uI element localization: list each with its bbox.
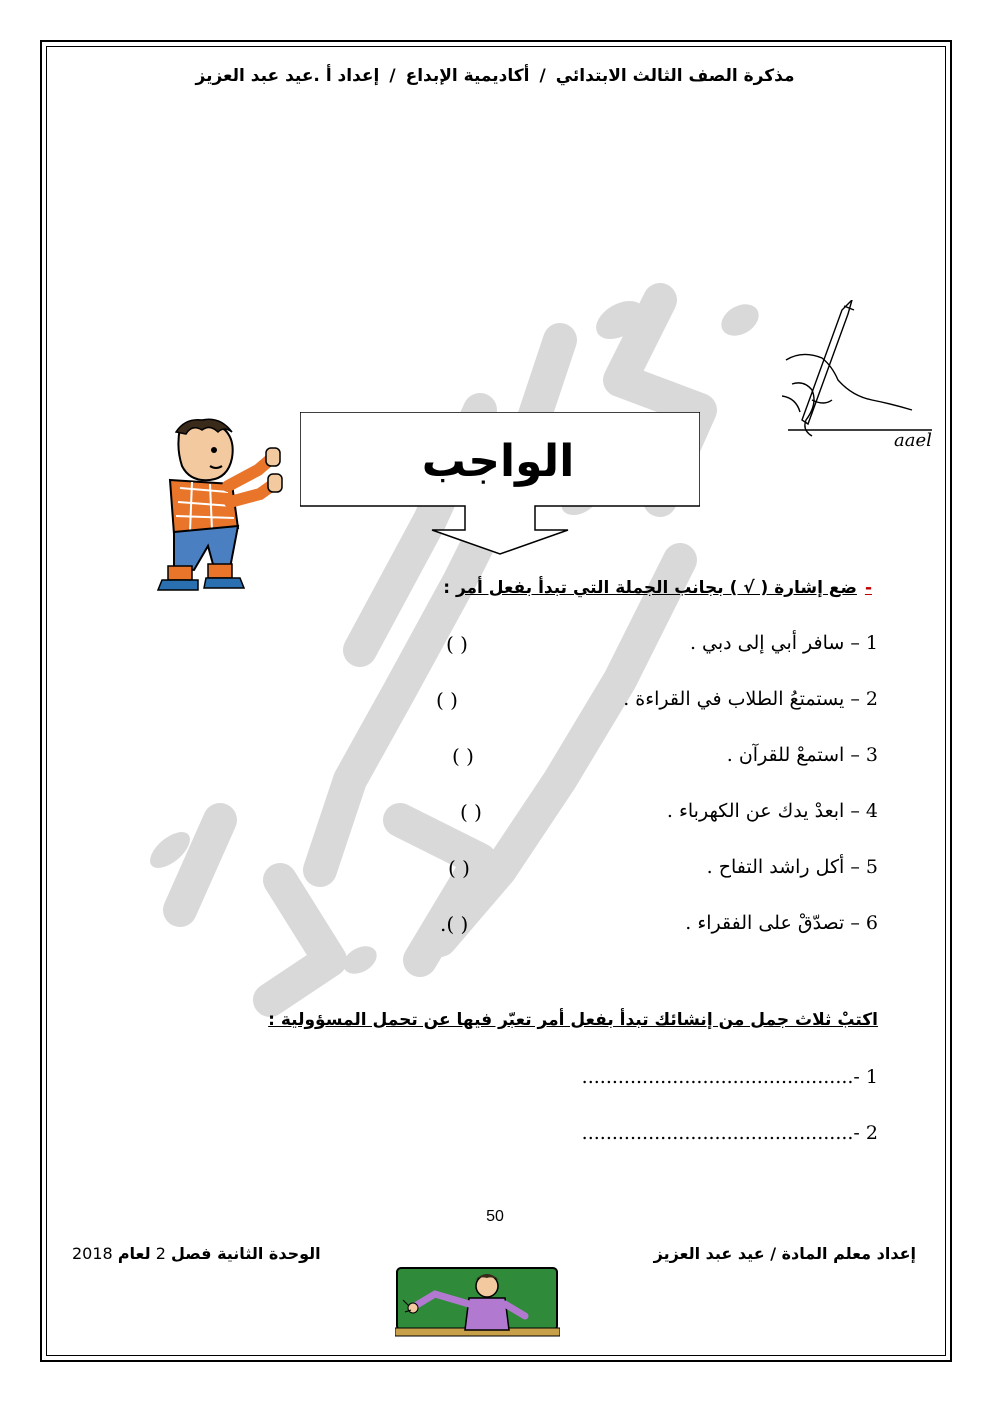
header-grade: مذكرة الصف الثالث الابتدائي [555,66,795,86]
exercise-item-3: 3 – استمعْ للقرآن . [726,744,878,766]
footer-author: إعداد معلم المادة / عيد عبد العزيز [653,1244,916,1263]
exercise-item-5: 5 – أكل راشد التفاح . [706,856,878,878]
answer-box-6[interactable]: .( ) [440,912,469,936]
page-number: 50 [486,1208,504,1225]
footer-year-label: لعام [117,1244,151,1263]
answer-box-1[interactable]: ( ) [446,632,468,656]
instruction-1 [443,578,872,598]
footer-year: 2018 [72,1244,113,1263]
footer-unit [72,1244,321,1263]
exercise-item-4: 4 – ابعدْ يدك عن الكهرباء . [666,800,878,822]
exercise-item-2: 2 – يستمتعُ الطلاب في القراءة . [623,688,878,710]
header-academy: أكاديمية الإبداع [405,66,530,86]
page-header [60,66,930,86]
exercise-item-6: 6 – تصدّقْ على الفقراء . [685,912,878,934]
answer-box-5[interactable]: ( ) [448,856,470,880]
footer-unit-label: الوحدة الثانية فصل [170,1244,321,1263]
header-author: إعداد أ .عيد عبد العزيز [195,66,380,86]
instruction-dash: - [864,578,872,598]
signature-text: aael [894,430,932,451]
header-separator: / [389,66,396,86]
page-title: الواجب [421,436,575,487]
answer-box-4[interactable]: ( ) [460,800,482,824]
writing-line-1[interactable]: 1 -............................................. [581,1066,878,1088]
instruction-text: ضع إشارة ( √ ) بجانب الجملة التي تبدأ بفعل أمر [455,578,857,598]
answer-box-3[interactable]: ( ) [452,744,474,768]
instruction-colon: : [443,578,451,598]
exercise-item-1: 1 – سافر أبي إلى دبي . [689,632,878,654]
footer-term-number: 2 [155,1244,166,1263]
teacher-blackboard-illustration [395,1266,560,1340]
writing-line-2[interactable]: 2 -............................................. [581,1122,878,1144]
header-separator: / [539,66,546,86]
hand-writing-illustration [782,300,942,470]
boy-pushing-illustration [140,418,290,598]
answer-box-2[interactable]: ( ) [436,688,458,712]
instruction-2: اكتبْ ثلاث جمل من إنشائك تبدأ بفعل أمر تعبّر فيها عن تحمل المسؤولية : [268,1010,878,1030]
